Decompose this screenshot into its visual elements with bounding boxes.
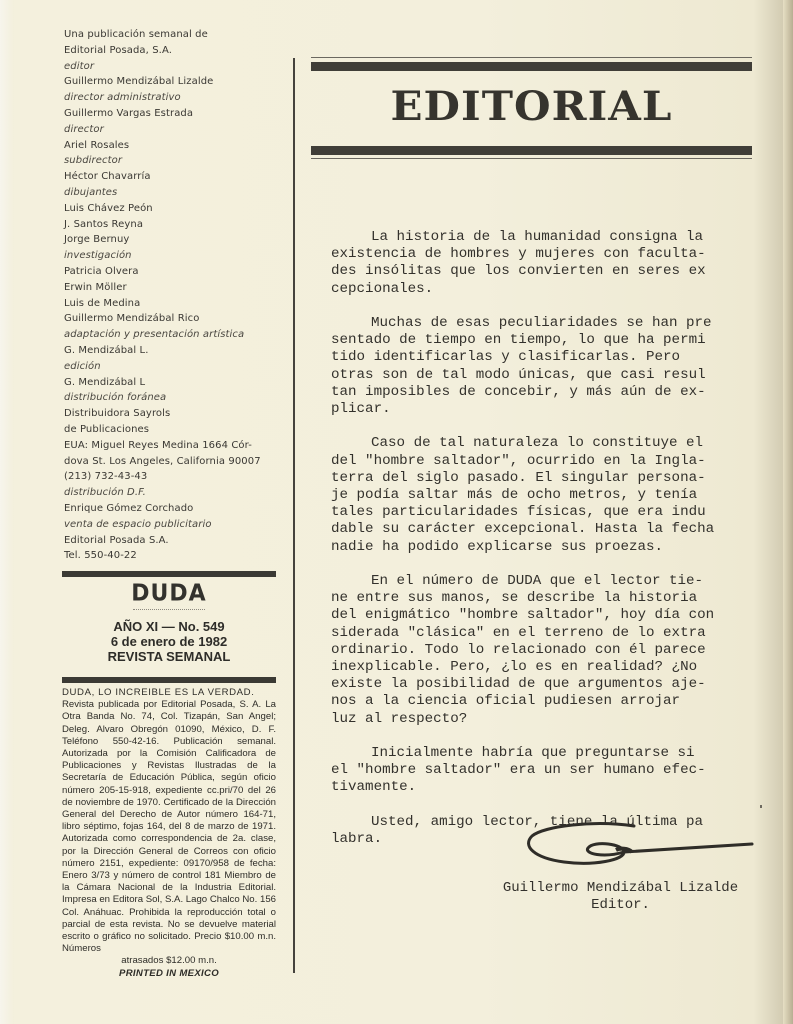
credit-role: edición	[64, 360, 101, 372]
editorial-line: dable su carácter excepcional. Hasta la fecha	[331, 521, 715, 538]
credit-role: director administrativo	[64, 92, 181, 104]
signature-name: Guillermo Mendizábal Lizalde	[502, 880, 739, 896]
printed-in: PRINTED IN MEXICO	[119, 967, 219, 979]
credit-role: adaptación y presentación artística	[64, 329, 245, 341]
page-right-edge	[783, 0, 793, 1024]
credit-name: de Publicaciones	[64, 423, 150, 435]
editorial-line: siderada "clásica" en el terreno de lo extra	[331, 624, 706, 641]
credit-name: Patricia Olvera	[64, 265, 139, 277]
credit-name: Distribuidora Sayrols	[64, 408, 171, 420]
editorial-line: Usted, amigo lector, tiene la última pa	[371, 813, 704, 830]
credit-name: Tel. 550-40-22	[64, 550, 137, 562]
editorial-title: EDITORIAL	[390, 83, 673, 130]
credit-role: director	[64, 123, 104, 135]
editorial-line: el "hombre saltador" era un ser humano efec-	[331, 762, 706, 779]
editorial-line: labra.	[331, 831, 383, 848]
editorial-paragraph	[331, 315, 751, 418]
editorial-paragraph	[331, 435, 751, 555]
credit-role: investigación	[64, 250, 132, 262]
duda-logo: DUDA	[131, 580, 207, 607]
credit-name: Ariel Rosales	[64, 139, 130, 151]
header-thin-rule-top	[311, 57, 752, 58]
editorial-line: sentado de tiempo en tiempo, lo que ha permi	[331, 332, 706, 349]
editorial-line: tan imposibles de concebir, y más aún de ex-	[331, 383, 706, 400]
editorial-line: del enigmático "hombre saltador", hoy día con	[331, 607, 715, 624]
editorial-line: terra del siglo pasado. El singular persona-	[331, 469, 706, 486]
credit-role: venta de espacio publicitario	[64, 518, 212, 530]
editorial-line: existencia de hombres y mujeres con faculta-	[331, 246, 706, 263]
back-issue-price: atrasados $12.00 m.n.	[121, 955, 217, 967]
editorial-line: otras son de tal modo únicas, que casi resul	[331, 366, 706, 383]
signature-title: Editor.	[591, 897, 650, 913]
credit-name: J. Santos Reyna	[64, 218, 144, 230]
editorial-line: tido identificarlas y clasificarlas. Pero	[331, 349, 681, 366]
editorial-line: plicar.	[331, 401, 391, 418]
credit-name: (213) 732-43-43	[64, 471, 148, 483]
credit-name: Enrique Gómez Corchado	[64, 502, 194, 514]
editorial-line: tivamente.	[331, 779, 417, 796]
editorial-line: Muchas de esas peculiaridades se han pre	[371, 315, 712, 331]
duda-tagline	[133, 609, 205, 612]
credit-name: Guillermo Mendizábal Rico	[64, 313, 200, 325]
editorial-line: La historia de la humanidad consigna la	[371, 229, 704, 245]
credit-name: Luis de Medina	[64, 297, 141, 309]
credit-name: dova St. Los Angeles, California 90007	[64, 455, 261, 467]
editorial-paragraph	[331, 745, 751, 797]
issue-top-rule	[62, 571, 276, 577]
header-thin-rule-bottom	[311, 158, 752, 159]
issue-type: REVISTA SEMANAL	[107, 649, 231, 664]
editorial-line: En el número de DUDA que el lector tie-	[371, 573, 704, 590]
editorial-line: cepcionales.	[331, 280, 434, 297]
credit-role: distribución D.F.	[64, 487, 146, 499]
editorial-line: luz al respecto?	[331, 710, 468, 727]
masthead-credits	[64, 27, 279, 564]
editorial-line: Inicialmente habría que preguntarse si	[371, 745, 695, 762]
credit-name: G. Mendizábal L.	[64, 344, 149, 356]
credit-name: Jorge Bernuy	[64, 234, 130, 246]
page-left-edge	[0, 0, 14, 1024]
credit-name: Héctor Chavarría	[64, 171, 151, 183]
credit-name: Editorial Posada S.A.	[64, 534, 169, 546]
credit-name: Guillermo Mendizábal Lizalde	[64, 76, 214, 88]
column-divider	[293, 58, 295, 973]
legal-title: DUDA, LO INCREIBLE ES LA VERDAD.	[62, 687, 255, 698]
legal-notice	[62, 687, 276, 980]
issue-block	[62, 578, 276, 664]
editorial-paragraph	[331, 229, 751, 298]
signature-mark	[524, 820, 754, 870]
editorial-line: Caso de tal naturaleza lo constituye el	[371, 435, 704, 452]
editorial-line: je podía saltar más de ocho metros, y tenía	[331, 487, 698, 504]
editorial-line: ne entre sus manos, se describe la historia	[331, 590, 698, 607]
editorial-body	[331, 229, 751, 865]
editorial-line: existe la posibilidad de que argumentos aje-	[331, 676, 706, 693]
editorial-line: del "hombre saltador", ocurrido en la Ingla-	[331, 452, 706, 469]
editorial-line: nadie ha podido explicarse sus proezas.	[331, 538, 664, 555]
credit-role: distribución foránea	[64, 392, 167, 404]
credit-role: dibujantes	[64, 186, 118, 198]
credit-name: Luis Chávez Peón	[64, 202, 153, 214]
editorial-line: nos a la ciencia oficial pudiesen arrojar	[331, 693, 681, 710]
credit-name: G. Mendizábal L	[64, 376, 146, 388]
editorial-line: ordinario. Todo lo relacionado con él parece	[331, 641, 706, 658]
header-bar-bottom	[311, 146, 752, 155]
credit-name: EUA: Miguel Reyes Medina 1664 Cór-	[64, 439, 252, 451]
header-bar-top	[311, 62, 752, 71]
editorial-line: inexplicable. Pero, ¿lo es en realidad? ¿No	[331, 659, 698, 676]
print-speck	[760, 805, 762, 808]
credit-name: Una publicación semanal de	[64, 29, 208, 40]
editorial-line: tales particularidades físicas, que era indu	[331, 504, 706, 521]
credit-name: Editorial Posada, S.A.	[64, 44, 172, 56]
issue-bottom-rule	[62, 677, 276, 683]
credit-role: editor	[64, 60, 95, 72]
legal-body: Revista publicada por Editorial Posada, S. A. La Otra Banda No. 74, Col. Tizapán, San Angel; Deleg. Alvaro Obregón 01090, México, D. F. Teléfono 550-42-16. Publicación semanal. Autorizada por la Comisión Calificadora de Publicaciones y Revistas Ilustradas de la Secretaría de Educación Pública, según oficio número 205-15-918, expediente cc.pri/70 del 26 de noviembre de 1970. Certificado de la Dirección General del Derecho de Autor número 164-71, libro séptimo, fojas 164, del 8 de marzo de 1971. Autorizada como correspondencia de 2a. clase, por la Dirección General de Correos con oficio número 2151, expediente: 09170/958 de fecha: Enero 3/73 y número de control 181 Miembro de la Cámara Nacional de la Industria Editorial. Impresa en Editora Sol, S.A. Lago Chalco No. 156 Col. Anáhuac. Prohibida la reproducción total o parcial de esta revista. No se devuelve material escrito o gráfico no solicitado. Precio $10.00 m.n. Números	[62, 699, 276, 955]
credit-role: subdirector	[64, 155, 123, 167]
editorial-line: des insólitas que los convierten en seres ex	[331, 263, 706, 280]
credit-name: Guillermo Vargas Estrada	[64, 107, 194, 119]
credit-name: Erwin Möller	[64, 281, 127, 293]
editorial-paragraph	[331, 573, 751, 728]
issue-volume: AÑO XI — No. 549	[113, 619, 225, 634]
issue-date: 6 de enero de 1982	[110, 634, 228, 649]
